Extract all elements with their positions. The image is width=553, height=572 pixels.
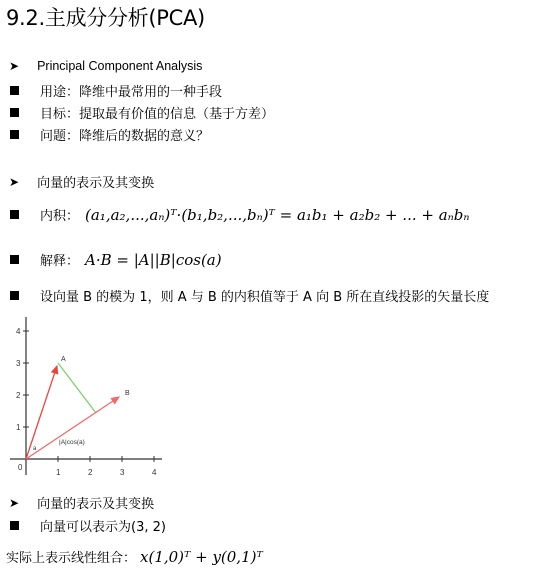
square-bullet-icon xyxy=(10,108,19,117)
list-item xyxy=(8,103,274,122)
heading-text: Principal Component Analysis xyxy=(37,59,203,73)
projection-label: |A|cos(a) xyxy=(59,439,85,446)
linear-combo-label: 实际上表示线性组合： xyxy=(6,551,137,566)
square-bullet-icon xyxy=(10,86,19,95)
list-item-text: 用途：降维中最常用的一种手段 xyxy=(40,85,223,100)
linear-combination xyxy=(6,547,263,566)
origin-label: 0 xyxy=(18,463,23,472)
square-bullet-icon xyxy=(10,291,19,300)
list-item xyxy=(8,516,166,535)
explain-item xyxy=(8,250,222,269)
x-tick-label: 3 xyxy=(120,468,125,477)
section-heading-pca xyxy=(8,59,202,73)
vector-projection-figure xyxy=(0,313,170,485)
list-item-text: 向量可以表示为(3, 2) xyxy=(40,520,166,535)
list-item-text: 目标：提取最有价值的信息（基于方差） xyxy=(40,107,275,122)
vector-b-label: B xyxy=(125,390,130,397)
projection-item xyxy=(8,286,489,305)
vector-a-label: A xyxy=(61,356,66,363)
perpendicular-line xyxy=(58,363,96,413)
x-tick-label: 1 xyxy=(56,468,61,477)
list-item-text: 问题：降维后的数据的意义？ xyxy=(40,129,210,144)
arrow-bullet-icon: ➤ xyxy=(9,495,20,510)
arrow-bullet-icon: ➤ xyxy=(9,174,20,189)
linear-combo-formula: x(1,0)ᵀ + y(0,1)ᵀ xyxy=(140,547,263,566)
y-tick-label: 3 xyxy=(16,359,21,368)
angle-label: a xyxy=(33,446,37,452)
page-title: 9.2.主成分分析(PCA) xyxy=(6,6,205,30)
projection-text: 设向量 B 的模为 1，则 A 与 B 的内积值等于 A 向 B 所在直线投影的矢量长度 xyxy=(40,290,490,305)
explain-label: 解释： xyxy=(40,254,80,269)
list-item xyxy=(8,125,209,144)
square-bullet-icon xyxy=(10,255,19,264)
list-item xyxy=(8,81,222,100)
heading-text: 向量的表示及其变换 xyxy=(37,176,155,191)
explain-formula: A·B = |A||B|cos(a) xyxy=(85,250,222,269)
inner-product-label: 内积： xyxy=(40,209,80,224)
square-bullet-icon xyxy=(10,130,19,139)
vector-b-arrow xyxy=(26,397,119,459)
x-tick-label: 4 xyxy=(152,468,157,477)
vector-a-arrow xyxy=(26,366,57,459)
square-bullet-icon xyxy=(10,210,19,219)
section-heading-vector xyxy=(8,172,154,191)
y-tick-label: 1 xyxy=(16,423,21,432)
arrow-bullet-icon: ➤ xyxy=(9,59,20,73)
inner-product-formula: (a₁,a₂,...,aₙ)ᵀ·(b₁,b₂,...,bₙ)ᵀ = a₁b₁ + a₂b₂ + ... + aₙbₙ xyxy=(85,205,470,224)
x-tick-label: 2 xyxy=(88,468,93,477)
inner-product-item xyxy=(8,205,469,224)
heading-text: 向量的表示及其变换 xyxy=(37,497,155,512)
square-bullet-icon xyxy=(10,521,19,530)
y-tick-label: 2 xyxy=(16,391,21,400)
y-tick-label: 4 xyxy=(16,327,21,336)
section-heading-vector-2 xyxy=(8,493,154,512)
